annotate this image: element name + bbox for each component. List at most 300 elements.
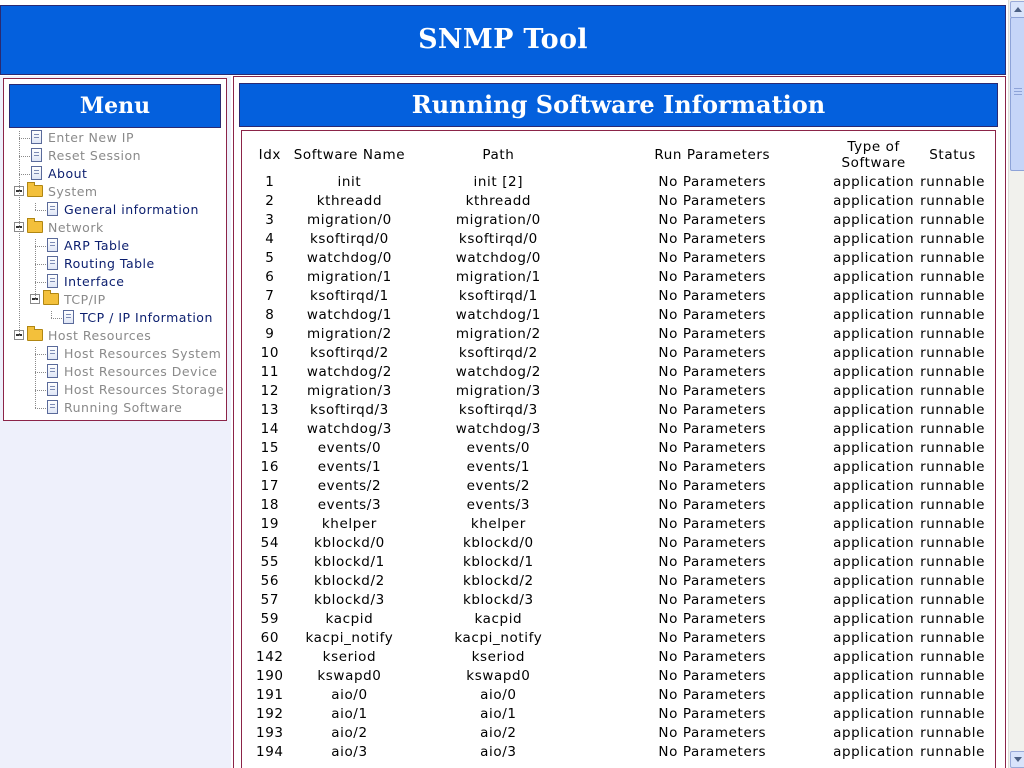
folder-open-icon [27,185,43,197]
cell-status: runnable [920,554,986,570]
table-row [246,477,991,496]
cell-status: runnable [920,345,986,361]
table-row [246,401,991,420]
cell-run-parameters: No Parameters [658,440,767,456]
table-row [246,591,991,610]
table-row [246,249,991,268]
cell-status: runnable [920,649,986,665]
cell-run-parameters: No Parameters [658,402,767,418]
table-row [246,648,991,667]
cell-software-name: ksoftirqd/0 [310,231,389,247]
table-row [246,382,991,401]
cell-type: application [833,573,915,589]
cell-path: kthreadd [465,193,532,209]
cell-idx: 57 [260,592,280,608]
cell-status: runnable [920,421,986,437]
cell-path: kseriod [471,649,526,665]
tree-connector [35,264,46,265]
cell-path: watchdog/1 [455,307,541,323]
menu-item-routing-table[interactable] [47,255,155,273]
table-row [246,287,991,306]
cell-run-parameters: No Parameters [658,231,767,247]
menu-panel [3,78,227,421]
document-icon [47,274,58,288]
document-icon [47,382,58,396]
cell-software-name: aio/0 [331,687,368,703]
cell-run-parameters: No Parameters [658,288,767,304]
tree-connector [51,311,52,318]
cell-software-name: ksoftirqd/1 [310,288,389,304]
menu-item-label: TCP / IP Information [80,310,213,325]
cell-path: watchdog/0 [455,250,541,266]
cell-path: aio/1 [480,706,517,722]
cell-software-name: migration/3 [306,383,392,399]
table-body [246,173,991,762]
cell-type: application [833,516,915,532]
cell-idx: 192 [256,706,284,722]
cell-status: runnable [920,630,986,646]
menu-item-label: Routing Table [64,256,155,271]
header-software-name: Software Name [293,147,406,163]
table-row [246,363,991,382]
menu-item-label: General information [64,202,199,217]
cell-status: runnable [920,573,986,589]
cell-software-name: init [337,174,362,190]
table-header-row [246,137,991,173]
table-row [246,667,991,686]
cell-run-parameters: No Parameters [658,421,767,437]
menu-item-label: Host Resources [48,328,152,343]
scroll-up-button[interactable] [1010,1,1024,18]
cell-status: runnable [920,497,986,513]
cell-idx: 7 [265,288,275,304]
table-row [246,572,991,591]
table-row [246,553,991,572]
cell-path: events/2 [466,478,531,494]
table-row [246,496,991,515]
cell-status: runnable [920,174,986,190]
menu-item-label: Reset Session [48,148,142,163]
table-row [246,515,991,534]
cell-type: application [833,212,915,228]
cell-type: application [833,497,915,513]
cell-path: kblockd/2 [462,573,534,589]
menu-item-host-resources-storage[interactable] [47,381,224,399]
cell-idx: 8 [265,307,275,323]
table-row [246,173,991,192]
menu-item-tcp-ip-information[interactable] [63,309,213,327]
cell-software-name: kthreadd [316,193,383,209]
tree-connector [35,203,36,210]
grip-line [1014,88,1022,89]
header-type-of-software: Type of Software [841,139,906,171]
cell-run-parameters: No Parameters [658,554,767,570]
cell-type: application [833,478,915,494]
cell-type: application [833,744,915,760]
cell-status: runnable [920,744,986,760]
cell-path: kblockd/1 [462,554,534,570]
document-icon [47,400,58,414]
menu-item-label: Host Resources Device [64,364,218,379]
cell-run-parameters: No Parameters [658,383,767,399]
cell-idx: 6 [265,269,275,285]
menu-item-label: Host Resources System [64,346,222,361]
header-idx: Idx [258,147,281,163]
tree-connector [35,210,46,211]
cell-status: runnable [920,383,986,399]
cell-software-name: kacpid [325,611,374,627]
cell-run-parameters: No Parameters [658,250,767,266]
cell-status: runnable [920,516,986,532]
cell-type: application [833,668,915,684]
cell-idx: 191 [256,687,284,703]
cell-path: events/1 [466,459,531,475]
scroll-down-button[interactable] [1010,751,1024,768]
cell-status: runnable [920,193,986,209]
cell-run-parameters: No Parameters [658,573,767,589]
cell-software-name: migration/1 [306,269,392,285]
scroll-thumb[interactable] [1010,17,1024,171]
cell-type: application [833,326,915,342]
cell-type: application [833,364,915,380]
cell-run-parameters: No Parameters [658,174,767,190]
cell-idx: 55 [260,554,280,570]
cell-software-name: ksoftirqd/3 [310,402,389,418]
cell-run-parameters: No Parameters [658,687,767,703]
cell-run-parameters: No Parameters [658,744,767,760]
cell-idx: 16 [260,459,280,475]
cell-idx: 54 [260,535,280,551]
grip-line [1014,94,1022,95]
cell-run-parameters: No Parameters [658,611,767,627]
document-icon [47,238,58,252]
document-icon [47,256,58,270]
cell-idx: 11 [260,364,280,380]
tree-connector [19,131,20,336]
menu-item-label: System [48,184,98,199]
cell-path: init [2] [473,174,524,190]
menu-item-label: Running Software [64,400,183,415]
tree-connector [51,318,62,319]
cell-idx: 194 [256,744,284,760]
cell-path: events/3 [466,497,531,513]
menu-item-reset-session[interactable] [31,147,141,165]
cell-run-parameters: No Parameters [658,630,767,646]
cell-status: runnable [920,687,986,703]
cell-idx: 60 [260,630,280,646]
cell-type: application [833,402,915,418]
menu-item-running-software[interactable] [47,399,182,417]
cell-idx: 59 [260,611,280,627]
cell-status: runnable [920,725,986,741]
cell-type: application [833,649,915,665]
cell-software-name: watchdog/3 [306,421,392,437]
tree-connector [19,138,30,139]
cell-run-parameters: No Parameters [658,307,767,323]
cell-idx: 19 [260,516,280,532]
cell-software-name: kblockd/3 [314,592,385,608]
header-status: Status [929,147,976,163]
cell-type: application [833,725,915,741]
cell-status: runnable [920,706,986,722]
header-path: Path [482,147,515,163]
cell-idx: 193 [256,725,284,741]
menu-folder-tcp-ip[interactable] [30,291,106,309]
menu-item-label: TCP/IP [64,292,106,307]
cell-software-name: aio/1 [331,706,368,722]
cell-path: watchdog/3 [455,421,541,437]
cell-run-parameters: No Parameters [658,459,767,475]
cell-run-parameters: No Parameters [658,516,767,532]
cell-run-parameters: No Parameters [658,269,767,285]
menu-folder-host-resources[interactable] [14,327,151,345]
cell-run-parameters: No Parameters [658,212,767,228]
cell-path: kblockd/3 [462,592,534,608]
table-row [246,268,991,287]
document-icon [47,346,58,360]
menu-item-about[interactable] [31,165,87,183]
cell-status: runnable [920,269,986,285]
table-row [246,192,991,211]
table-row [246,325,991,344]
cell-software-name: kblockd/0 [314,535,385,551]
cell-status: runnable [920,307,986,323]
cell-software-name: kacpi_notify [305,630,394,646]
menu-item-label: Host Resources Storage [64,382,225,397]
cell-status: runnable [920,250,986,266]
cell-status: runnable [920,402,986,418]
main-pane [233,76,1006,768]
tree-connector [35,239,36,300]
cell-type: application [833,193,915,209]
cell-idx: 4 [265,231,275,247]
menu-item-label: Interface [64,274,125,289]
cell-path: aio/3 [480,744,517,760]
cell-type: application [833,611,915,627]
cell-type: application [833,535,915,551]
cell-status: runnable [920,611,986,627]
cell-type: application [833,269,915,285]
cell-run-parameters: No Parameters [658,535,767,551]
table-row [246,724,991,743]
cell-type: application [833,174,915,190]
cell-idx: 142 [256,649,284,665]
cell-type: application [833,687,915,703]
table-row [246,306,991,325]
cell-software-name: events/3 [317,497,382,513]
menu-item-label: About [48,166,88,181]
cell-path: aio/0 [480,687,517,703]
cell-idx: 2 [265,193,275,209]
cell-status: runnable [920,535,986,551]
cell-type: application [833,706,915,722]
cell-software-name: events/0 [317,440,382,456]
cell-idx: 12 [260,383,280,399]
cell-idx: 190 [256,668,284,684]
cell-type: application [833,459,915,475]
app-header [0,5,1006,75]
cell-status: runnable [920,440,986,456]
cell-status: runnable [920,364,986,380]
vertical-scrollbar[interactable] [1008,0,1024,768]
cell-type: application [833,345,915,361]
cell-path: ksoftirqd/3 [458,402,538,418]
menu-item-host-resources-device[interactable] [47,363,218,381]
cell-path: migration/2 [455,326,541,342]
cell-type: application [833,231,915,247]
document-icon [63,310,74,324]
cell-idx: 15 [260,440,280,456]
cell-path: events/0 [466,440,531,456]
cell-software-name: kseriod [322,649,377,665]
cell-software-name: migration/2 [306,326,392,342]
document-icon [31,130,42,144]
table-row [246,743,991,762]
cell-software-name: watchdog/2 [306,364,392,380]
cell-software-name: kblockd/1 [314,554,385,570]
tree-connector [35,390,46,391]
cell-run-parameters: No Parameters [658,478,767,494]
cell-software-name: ksoftirqd/2 [310,345,389,361]
cell-run-parameters: No Parameters [658,592,767,608]
software-table [246,137,991,762]
cell-status: runnable [920,668,986,684]
tree-connector [35,282,46,283]
cell-type: application [833,383,915,399]
menu-item-interface[interactable] [47,273,124,291]
cell-software-name: aio/2 [331,725,368,741]
menu-folder-system[interactable] [14,183,98,201]
cell-status: runnable [920,459,986,475]
cell-idx: 9 [265,326,275,342]
cell-status: runnable [920,288,986,304]
menu-folder-network[interactable] [14,219,104,237]
document-icon [47,364,58,378]
tree-connector [35,408,46,409]
cell-type: application [833,421,915,437]
folder-open-icon [27,329,43,341]
table-row [246,629,991,648]
table-row [246,230,991,249]
cell-path: migration/0 [455,212,541,228]
menu-title: Menu [9,84,221,128]
cell-idx: 13 [260,402,280,418]
cell-idx: 17 [260,478,280,494]
table-row [246,439,991,458]
cell-type: application [833,250,915,266]
cell-type: application [833,630,915,646]
table-row [246,534,991,553]
tree-connector [35,246,46,247]
cell-idx: 56 [260,573,280,589]
menu-item-label: ARP Table [64,238,130,253]
cell-idx: 1 [265,174,275,190]
app-title: SNMP Tool [418,24,588,55]
document-icon [31,148,42,162]
tree-connector [35,354,46,355]
page-title: Running Software Information [239,83,998,127]
cell-status: runnable [920,231,986,247]
cell-software-name: kswapd0 [317,668,382,684]
table-row [246,344,991,363]
document-icon [47,202,58,216]
cell-status: runnable [920,478,986,494]
menu-item-arp-table[interactable] [47,237,130,255]
cell-status: runnable [920,592,986,608]
cell-path: kblockd/0 [462,535,534,551]
tree-connector [19,156,30,157]
cell-idx: 5 [265,250,275,266]
cell-path: ksoftirqd/1 [458,288,538,304]
cell-software-name: aio/3 [331,744,368,760]
cell-path: kswapd0 [466,668,531,684]
cell-run-parameters: No Parameters [658,364,767,380]
folder-open-icon [27,221,43,233]
document-icon [31,166,42,180]
tree-connector [19,174,30,175]
cell-run-parameters: No Parameters [658,668,767,684]
cell-run-parameters: No Parameters [658,649,767,665]
menu-item-general-information[interactable] [47,201,199,219]
folder-open-icon [43,293,59,305]
cell-path: migration/3 [455,383,541,399]
table-row [246,705,991,724]
table-row [246,211,991,230]
cell-type: application [833,307,915,323]
cell-type: application [833,592,915,608]
menu-item-label: Network [48,220,104,235]
header-run-parameters: Run Parameters [654,147,771,163]
cell-run-parameters: No Parameters [658,725,767,741]
cell-status: runnable [920,212,986,228]
cell-run-parameters: No Parameters [658,345,767,361]
table-row [246,458,991,477]
table-row [246,610,991,629]
grip-line [1014,91,1022,92]
cell-run-parameters: No Parameters [658,706,767,722]
cell-run-parameters: No Parameters [658,326,767,342]
cell-type: application [833,288,915,304]
cell-software-name: khelper [321,516,377,532]
cell-software-name: events/2 [317,478,382,494]
table-container [241,130,996,768]
cell-idx: 18 [260,497,280,513]
cell-status: runnable [920,326,986,342]
table-row [246,686,991,705]
tree-connector [35,372,46,373]
menu-item-enter-new-ip[interactable] [31,129,134,147]
cell-path: aio/2 [480,725,517,741]
arrow-down-icon [1014,757,1022,762]
menu-item-host-resources-system[interactable] [47,345,221,363]
arrow-up-icon [1014,7,1022,12]
cell-path: ksoftirqd/2 [458,345,538,361]
cell-type: application [833,440,915,456]
cell-idx: 10 [260,345,280,361]
cell-path: migration/1 [455,269,541,285]
cell-path: ksoftirqd/0 [458,231,538,247]
table-row [246,420,991,439]
cell-run-parameters: No Parameters [658,497,767,513]
cell-path: watchdog/2 [455,364,541,380]
cell-idx: 3 [265,212,275,228]
left-pane [0,76,231,768]
cell-path: kacpid [474,611,523,627]
tree-connector [35,347,36,408]
cell-software-name: kblockd/2 [314,573,385,589]
cell-path: khelper [470,516,526,532]
cell-software-name: events/1 [317,459,382,475]
